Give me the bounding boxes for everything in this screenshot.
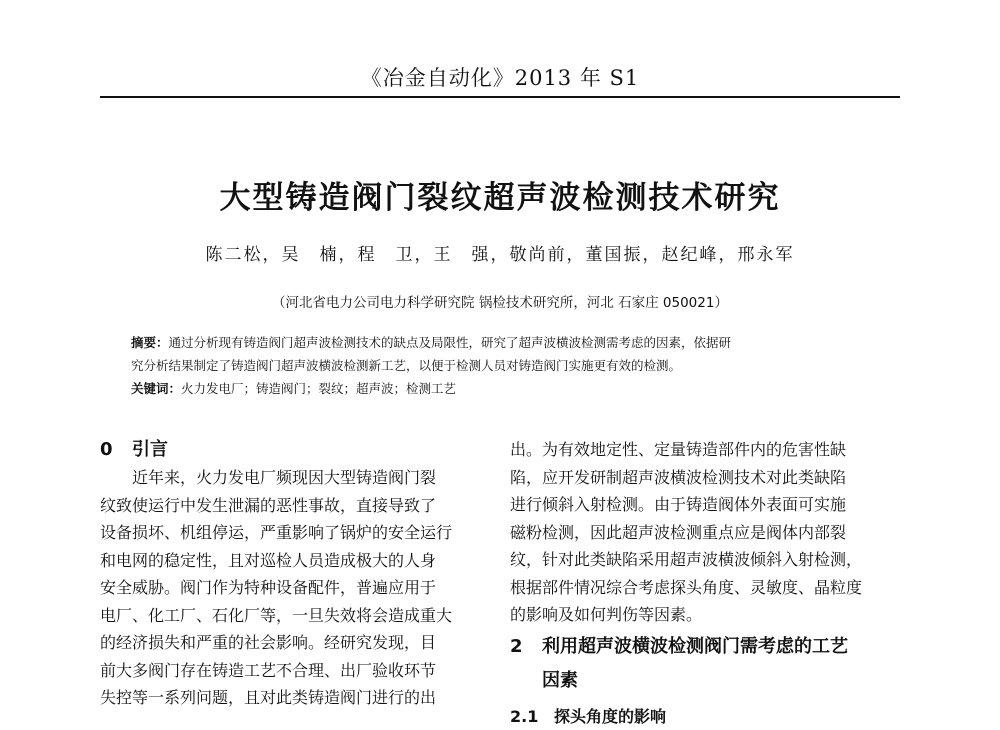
continued-paragraph xyxy=(510,436,900,629)
section-heading-intro xyxy=(100,436,490,464)
section-number: 2 xyxy=(510,633,542,695)
section-title-line: 利用超声波横波检测阀门需考虑的工艺 xyxy=(542,633,848,661)
section-number: 0 xyxy=(100,436,132,464)
header-rule xyxy=(100,96,900,98)
section-title: 引言 xyxy=(132,436,168,464)
text-line: 和电网的稳定性，且对巡检人员造成极大的人身 xyxy=(100,547,490,575)
subsection-title: 探头角度的影响 xyxy=(554,703,666,730)
text-line: 的经济损失和严重的社会影响。经研究发现，目 xyxy=(100,629,490,657)
left-column xyxy=(100,436,490,712)
abstract-block xyxy=(131,331,871,400)
text-line: 出。为有效地定性、定量铸造部件内的危害性缺 xyxy=(510,436,900,464)
text-line: 纹致使运行中发生泄漏的恶性事故，直接导致了 xyxy=(100,492,490,520)
paper-title: 大型铸造阀门裂纹超声波检测技术研究 xyxy=(0,172,1000,217)
abstract-line: 究分析结果制定了铸造阀门超声波横波检测新工艺，以便于检测人员对铸造阀门实施更有效的检测。 xyxy=(131,354,871,377)
text-line: 根据部件情况综合考虑探头角度、灵敏度、晶粒度 xyxy=(510,574,900,602)
keywords-line xyxy=(131,377,871,400)
section-title xyxy=(542,633,848,695)
right-column xyxy=(510,436,900,730)
affiliation: （河北省电力公司电力科学研究院 锅检技术研究所，河北 石家庄 050021） xyxy=(0,291,1000,311)
subsection-heading-2-1 xyxy=(510,703,900,730)
intro-paragraph xyxy=(100,464,490,712)
text-line: 前大多阀门存在铸造工艺不合理、出厂验收环节 xyxy=(100,657,490,685)
text-line: 设备损坏、机组停运，严重影响了锅炉的安全运行 xyxy=(100,519,490,547)
section-heading-2 xyxy=(510,633,900,695)
text-line: 安全威胁。阀门作为特种设备配件，普遍应用于 xyxy=(100,574,490,602)
section-title-line: 因素 xyxy=(542,667,848,695)
subsection-number: 2.1 xyxy=(510,703,554,730)
keywords-text: 火力发电厂；铸造阀门；裂纹；超声波；检测工艺 xyxy=(181,381,456,396)
journal-header: 《冶金自动化》2013 年 S1 xyxy=(0,62,1000,92)
abstract-label: 摘要： xyxy=(131,335,169,350)
abstract-line xyxy=(131,331,871,354)
text-line: 纹，针对此类缺陷采用超声波横波倾斜入射检测， xyxy=(510,546,900,574)
keywords-label: 关键词： xyxy=(131,381,181,396)
text-line: 电厂、化工厂、石化厂等，一旦失效将会造成重大 xyxy=(100,602,490,630)
text-line: 近年来，火力发电厂频现因大型铸造阀门裂 xyxy=(100,464,490,492)
text-line: 进行倾斜入射检测。由于铸造阀体外表面可实施 xyxy=(510,491,900,519)
text-line: 失控等一系列问题，且对此类铸造阀门进行的出 xyxy=(100,684,490,712)
text-line: 陷，应开发研制超声波横波检测技术对此类缺陷 xyxy=(510,464,900,492)
text-line: 的影响及如何判伤等因素。 xyxy=(510,601,900,629)
text-line: 磁粉检测，因此超声波检测重点应是阀体内部裂 xyxy=(510,519,900,547)
author-list: 陈二松，吴 楠，程 卫，王 强，敬尚前，董国振，赵纪峰，邢永军 xyxy=(0,240,1000,265)
abstract-text: 通过分析现有铸造阀门超声波检测技术的缺点及局限性，研究了超声波横波检测需考虑的因素，依据研 xyxy=(169,335,732,350)
